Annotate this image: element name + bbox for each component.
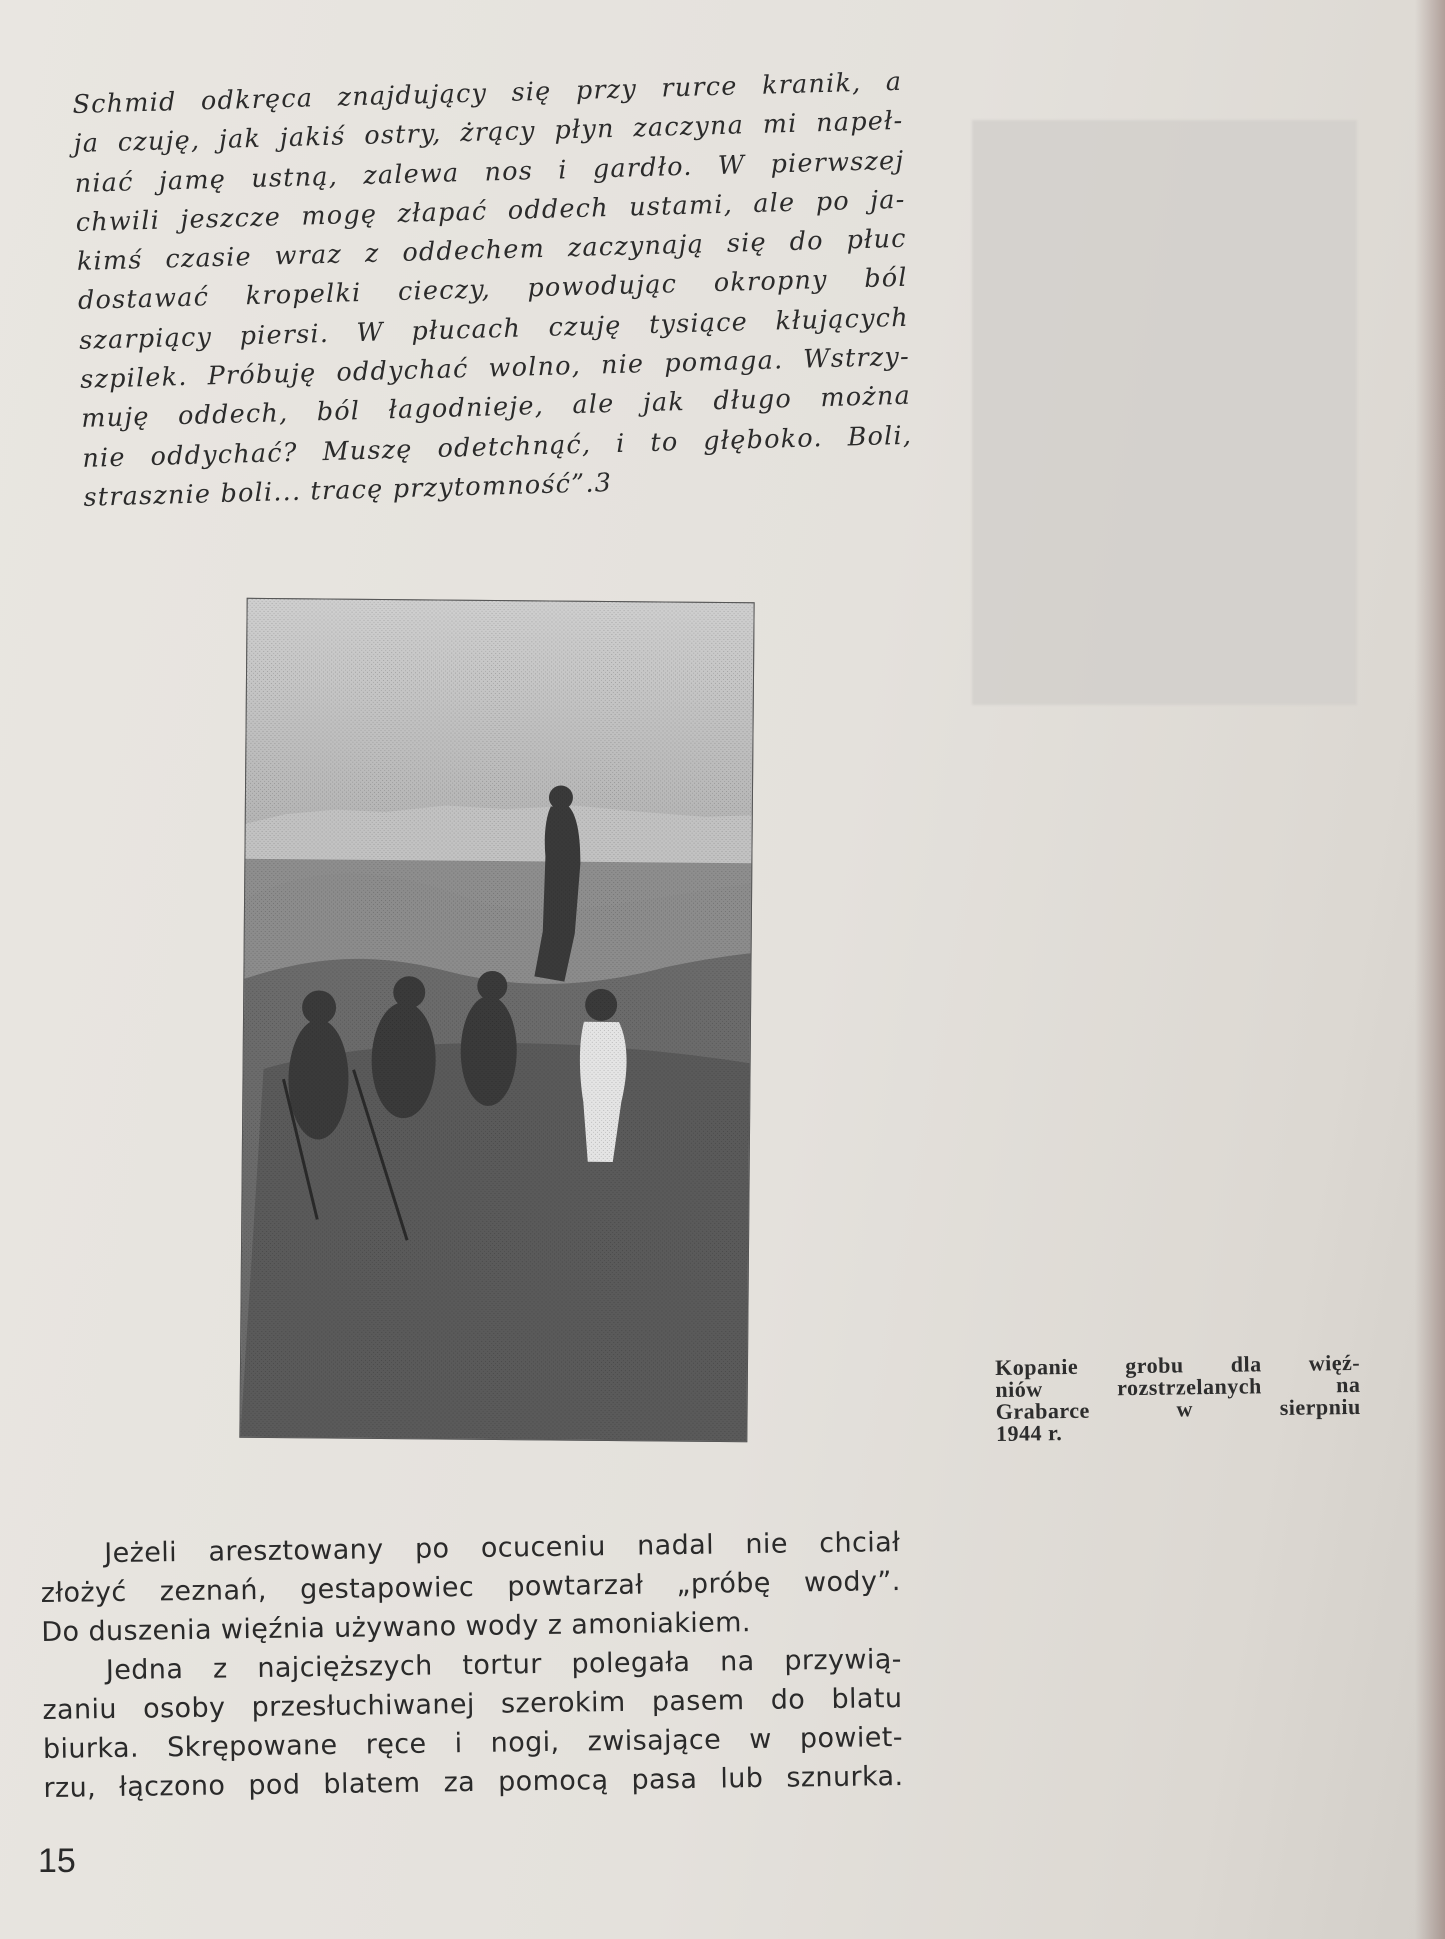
body-line: Do duszenia więźnia używano wody z amoniakiem.	[41, 1607, 752, 1648]
quote-line: szpilek. Próbuję oddychać wolno, nie pomaga. Wstrzy-	[79, 341, 911, 395]
quote-paragraph	[72, 63, 914, 518]
quote-line: Schmid odkręca znajdujący się przy rurce kranik, a	[72, 66, 903, 120]
body-line: złożyć zeznań, gestapowiec powtarzał „próbę wody”.	[40, 1565, 901, 1609]
quote-line: nie oddychać? Muszę odetchnąć, i to głęboko. Boli,	[81, 420, 913, 474]
quote-line: dostawać kropelki cieczy, powodując okropny ból	[77, 263, 909, 317]
grave-digging-photo	[239, 598, 754, 1442]
caption-line: 1944 r.	[995, 1420, 1063, 1446]
photo-caption	[994, 1349, 1361, 1446]
quote-line: szarpiący piersi. W płucach czuję tysiące kłujących	[78, 302, 910, 356]
page-edge-shadow	[1415, 0, 1445, 1939]
quote-line: niać jamę ustną, zalewa nos i gardło. W pierwszej	[74, 145, 905, 199]
body-line: zaniu osoby przesłuchiwanej szerokim pasem do blatu	[42, 1682, 903, 1726]
photo-image	[240, 599, 753, 1441]
caption-line: Grabarce w sierpniu	[995, 1393, 1361, 1424]
body-line: Jedna z najcięższych tortur polegała na przywią-	[105, 1643, 903, 1687]
body-line: Jeżeli aresztowany po ocuceniu nadal nie chciał	[104, 1526, 901, 1570]
quote-line: ja czuję, jak jakiś ostry, żrący płyn zaczyna mi napeł-	[73, 106, 904, 160]
page-number: 15	[38, 1842, 76, 1880]
body-paragraphs	[40, 1523, 904, 1808]
caption-line: Kopanie grobu dla więź-	[994, 1349, 1361, 1380]
caption-line: niów rozstrzelanych na	[995, 1371, 1361, 1402]
body-line: biurka. Skrępowane ręce i nogi, zwisające w powiet-	[42, 1721, 904, 1765]
show-through-photo	[972, 120, 1357, 705]
quote-line: kimś czasie wraz z oddechem zaczynają się do płuc	[76, 223, 908, 278]
body-line: rzu, łączono pod blatem za pomocą pasa lub sznurka.	[43, 1760, 904, 1804]
halftone-grain	[240, 599, 753, 1441]
quote-line: chwili jeszcze mogę złapać oddech ustami, ale po ja-	[75, 184, 906, 238]
quote-line: strasznie boli... tracę przytomność”.3	[83, 468, 613, 513]
quote-line: muję oddech, ból łagodnieje, ale jak długo można	[80, 381, 912, 435]
